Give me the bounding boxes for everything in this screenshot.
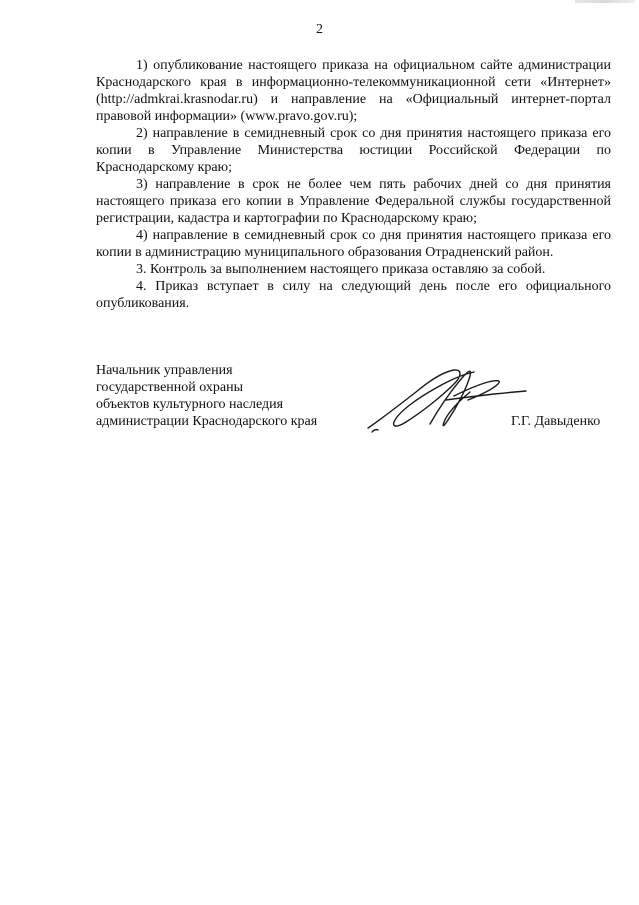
paragraph-municipal-administration: 4) направление в семидневный срок со дня принятия настоящего приказа его копии в администрацию муниципального образования Отрадненский район. — [96, 228, 611, 260]
document-body — [96, 57, 611, 312]
scan-artifact — [575, 0, 635, 3]
paragraph-publication: 1) опубликование настоящего приказа на официальном сайте администрации Краснодарского края в информационно-телекоммуникационной сети «Интернет» (http://admkrai.krasnodar.ru) и направление на «Официальный интернет-портал правовой информации» (www.pravo.gov.ru); — [96, 58, 611, 124]
page-number: 2 — [316, 22, 323, 37]
paragraph-rosreestr: 3) направление в срок не более чем пять рабочих дней со дня принятия настоящего приказа его копии в Управление Федеральной службы государственной регистрации, кадастра и картографии по Краснодарскому краю; — [96, 177, 611, 226]
signature-block — [96, 362, 616, 442]
signer-position-line: объектов культурного наследия — [96, 397, 284, 412]
paragraph-entry-into-force: 4. Приказ вступает в силу на следующий день после его официального опубликования. — [96, 279, 611, 311]
handwritten-signature — [358, 362, 528, 436]
signer-position-line: государственной охраны — [96, 380, 244, 395]
signer-name: Г.Г. Давыденко — [511, 414, 601, 429]
signer-position-line: администрации Краснодарского края — [96, 414, 318, 429]
paragraph-control: 3. Контроль за выполнением настоящего приказа оставляю за собой. — [136, 262, 546, 277]
signer-position — [96, 362, 356, 430]
paragraph-ministry-of-justice: 2) направление в семидневный срок со дня принятия настоящего приказа его копии в Управление Министерства юстиции Российской Федерации по Краснодарскому краю; — [96, 126, 611, 175]
signer-position-line: Начальник управления — [96, 363, 233, 378]
